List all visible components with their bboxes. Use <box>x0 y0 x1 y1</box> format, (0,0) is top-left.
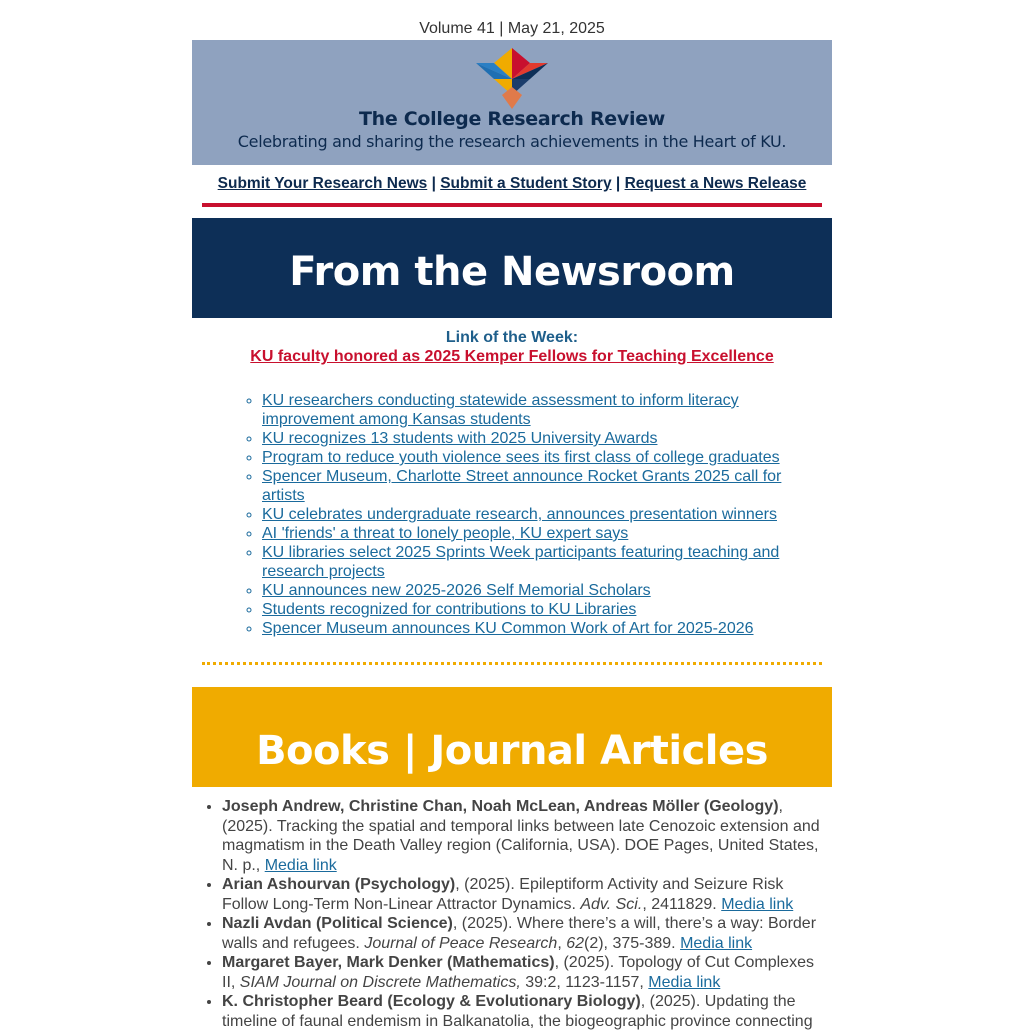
volume-line: Volume 41 | May 21, 2025 <box>419 20 605 37</box>
ref-text: , (2025). Epileptiform Activity and Seizure Risk Follow Long-Term Non-Linear Attractor Dynamics. <box>222 876 784 913</box>
list-item <box>262 467 792 505</box>
ref-text: , (2025). Tracking the spatial and temporal links between late Cenozoic extension and magmatism in the Death Valley region (California, USA). DOE Pages, United States, N. p., <box>222 798 820 874</box>
media-link[interactable]: Media link <box>721 895 794 913</box>
news-link[interactable]: Spencer Museum announces KU Common Work of Art for 2025-2026 <box>262 620 754 637</box>
ref-authors: K. Christopher Beard (Ecology & Evolutionary Biology) <box>222 993 641 1010</box>
list-item <box>262 619 792 638</box>
publications-heading: Books | Journal Articles <box>192 687 832 787</box>
news-link[interactable]: KU announces new 2025-2026 Self Memorial Scholars <box>262 582 651 599</box>
banner-tagline: Celebrating and sharing the research achievements in the Heart of KU. <box>237 132 787 151</box>
media-link[interactable]: Media link <box>264 856 337 874</box>
nav-separator: | <box>615 175 621 192</box>
list-item <box>262 600 792 619</box>
ref-journal: Journal of Peace Research <box>364 934 558 952</box>
ref-text: 39:2, 1123-1157, <box>520 973 649 991</box>
list-item <box>222 797 822 875</box>
ref-text: , (2025). Where there’s a will, there’s a way: Border walls and refugees. <box>222 915 817 952</box>
newsletter <box>192 0 832 1031</box>
list-item <box>262 448 792 467</box>
list-item <box>262 581 792 600</box>
header-banner <box>192 40 832 165</box>
list-item <box>262 543 792 581</box>
list-item <box>262 524 792 543</box>
ref-text: (2), 375-389. <box>584 934 681 952</box>
ref-text: , (2025). Topology of Cut Complexes II, <box>222 954 814 991</box>
link-of-week <box>192 348 832 366</box>
news-list <box>192 391 832 638</box>
submit-news-link[interactable]: Submit Your Research News <box>217 175 428 192</box>
news-link[interactable]: KU recognizes 13 students with 2025 University Awards <box>262 430 658 447</box>
ref-journal: SIAM Journal on Discrete Mathematics, <box>239 973 521 991</box>
news-link[interactable]: KU libraries select 2025 Sprints Week participants featuring teaching and research projects <box>262 544 780 580</box>
news-link[interactable]: KU researchers conducting statewide assessment to inform literacy improvement among Kansas students <box>262 392 739 428</box>
ref-text: , <box>557 934 567 952</box>
ref-journal: Adv. Sci. <box>580 895 643 913</box>
list-item <box>262 429 792 448</box>
red-divider <box>202 203 822 207</box>
ref-text: , (2025). Updating the timeline of faunal endemism in Balkanatolia, the biogeographic province connecting <box>222 993 813 1030</box>
nav-links <box>192 165 832 203</box>
list-item <box>222 992 822 1031</box>
request-release-link[interactable]: Request a News Release <box>624 175 807 192</box>
publications-list <box>192 797 832 1031</box>
ref-authors: Arian Ashourvan (Psychology) <box>222 876 456 893</box>
list-item <box>262 391 792 429</box>
media-link[interactable]: Media link <box>648 973 721 991</box>
list-item <box>262 505 792 524</box>
list-item <box>222 953 822 992</box>
media-link[interactable]: Media link <box>680 934 753 952</box>
news-link[interactable]: KU celebrates undergraduate research, announces presentation winners <box>262 506 777 523</box>
link-of-week-label: Link of the Week: <box>445 329 579 346</box>
ref-text: , 2411829. <box>642 895 722 913</box>
ref-authors: Margaret Bayer, Mark Denker (Mathematics) <box>222 954 555 971</box>
submit-story-link[interactable]: Submit a Student Story <box>440 175 612 192</box>
banner-title: The College Research Review <box>358 108 666 130</box>
newsroom-heading: From the Newsroom <box>192 218 832 318</box>
link-of-week-link[interactable]: KU faculty honored as 2025 Kemper Fellows for Teaching Excellence <box>250 348 774 365</box>
nav-separator: | <box>431 175 436 192</box>
news-link[interactable]: AI 'friends' a threat to lonely people, KU expert says <box>262 525 629 542</box>
ref-volume: 62 <box>566 934 584 952</box>
college-logo-icon <box>474 47 550 111</box>
ref-authors: Joseph Andrew, Christine Chan, Noah McLean, Andreas Möller (Geology) <box>222 798 779 815</box>
list-item <box>222 914 822 953</box>
ref-authors: Nazli Avdan (Political Science) <box>222 915 453 932</box>
list-item <box>222 875 822 914</box>
news-link[interactable]: Program to reduce youth violence sees its first class of college graduates <box>262 449 780 466</box>
news-link[interactable]: Spencer Museum, Charlotte Street announce Rocket Grants 2025 call for artists <box>262 468 782 504</box>
news-link[interactable]: Students recognized for contributions to KU Libraries <box>262 601 637 618</box>
